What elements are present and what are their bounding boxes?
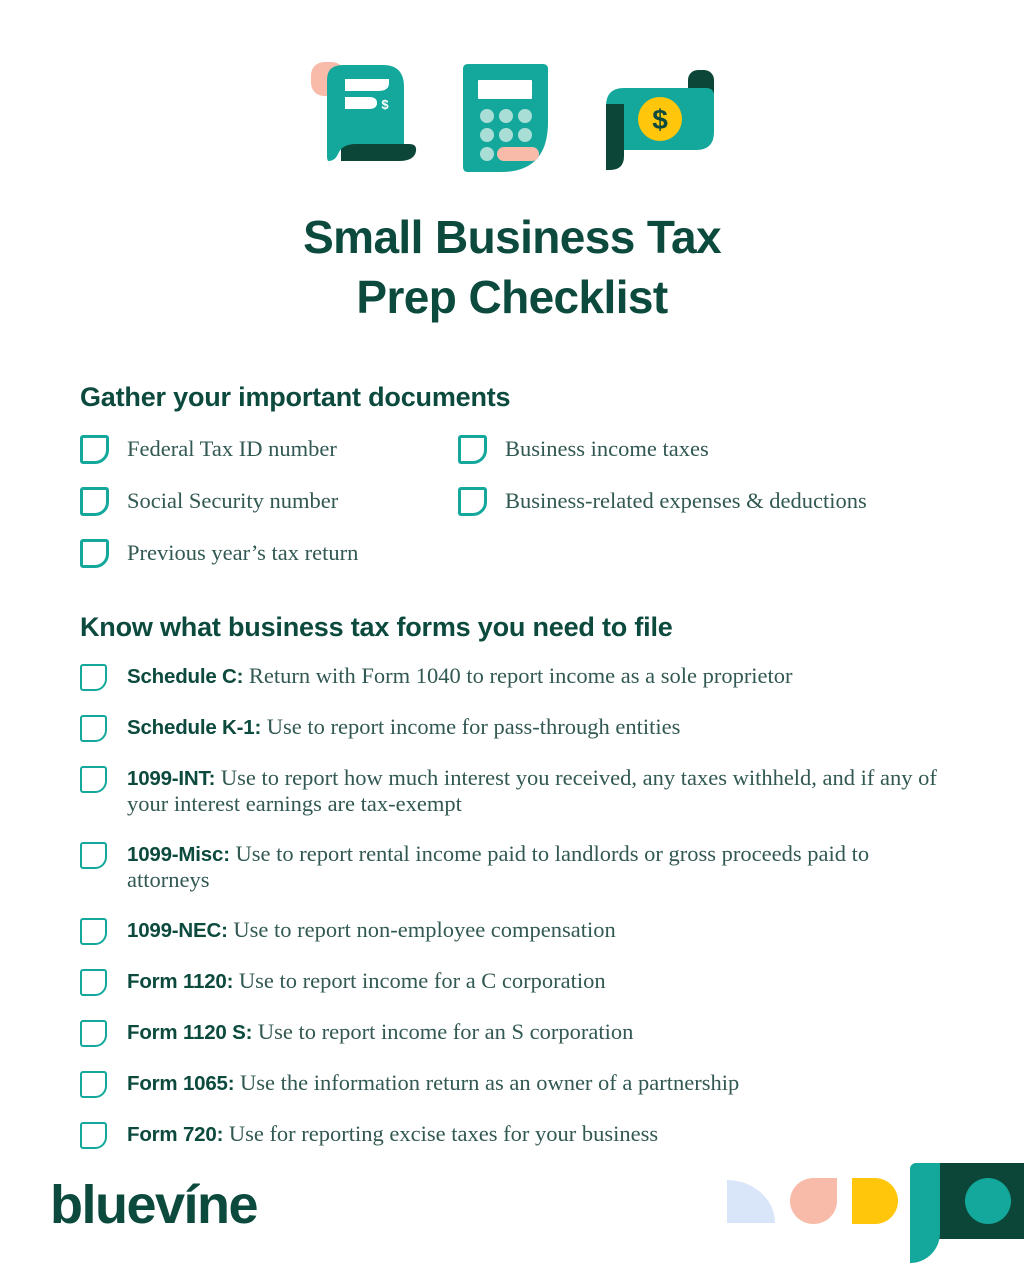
form-text (127, 917, 616, 944)
decorative-blob-pink (790, 1178, 837, 1224)
checkbox-federal-tax-id[interactable] (80, 435, 109, 464)
form-label: Schedule C : (127, 665, 243, 688)
form-text (127, 841, 944, 894)
list-item (80, 917, 944, 945)
list-item (458, 487, 867, 516)
forms-heading: Know what business tax forms you need to file (80, 611, 673, 642)
banknote-icon (594, 64, 714, 172)
checkbox-schedule-c[interactable] (80, 664, 107, 691)
calculator-icon (463, 64, 548, 172)
list-item (80, 765, 944, 818)
list-item (80, 1121, 944, 1149)
doc-label: Previous year’s tax return (127, 540, 359, 566)
list-item (80, 841, 944, 894)
checkbox-previous-year-return[interactable] (80, 539, 109, 568)
checkbox-1099-nec[interactable] (80, 918, 107, 945)
checkbox-business-income-taxes[interactable] (458, 435, 487, 464)
checkbox-schedule-k1[interactable] (80, 715, 107, 742)
form-description: Use to report how much interest you received, any taxes withheld, and if any of your interest earnings are tax-exempt (127, 764, 937, 817)
form-text (127, 1121, 658, 1148)
form-label: Form 1065 : (127, 1072, 234, 1095)
list-item (80, 968, 944, 996)
form-label: 1099-NEC : (127, 919, 228, 942)
page-title (0, 208, 1024, 328)
documents-grid (80, 435, 944, 568)
form-text (127, 1019, 633, 1046)
list-item (458, 435, 867, 464)
forms-section (80, 612, 944, 1149)
checkbox-1099-int[interactable] (80, 766, 107, 793)
header-icons (0, 0, 1024, 172)
page-title-line2: Prep Checklist (356, 270, 668, 323)
checkbox-form-1120[interactable] (80, 969, 107, 996)
form-description: Use to report income for an S corporation (257, 1018, 634, 1044)
list-item (80, 663, 944, 691)
checkbox-form-1065[interactable] (80, 1071, 107, 1098)
bluevine-logomark-icon (910, 1163, 1024, 1267)
form-label: 1099-INT : (127, 767, 215, 790)
checkbox-1099-misc[interactable] (80, 842, 107, 869)
form-text (127, 1070, 739, 1097)
form-text (127, 765, 944, 818)
form-description: Return with Form 1040 to report income as a sole proprietor (248, 662, 793, 688)
form-description: Use to report rental income paid to landlords or gross proceeds paid to attorneys (127, 840, 870, 893)
receipt-dollar-glyph: $ (380, 97, 389, 112)
list-item (80, 487, 458, 516)
form-text (127, 663, 793, 690)
list-item (80, 435, 458, 464)
form-description: Use to report income for pass-through entities (266, 713, 681, 739)
documents-section (80, 382, 944, 568)
doc-label: Social Security number (127, 488, 339, 514)
logomark-ribbon (910, 1163, 940, 1263)
decorative-quarter-circle-blue (727, 1180, 775, 1223)
form-text (127, 968, 606, 995)
form-description: Use the information return as an owner of a partnership (240, 1069, 740, 1095)
form-label: 1099-Misc : (127, 843, 230, 866)
doc-label: Business-related expenses & deductions (505, 488, 867, 514)
checkbox-form-1120s[interactable] (80, 1020, 107, 1047)
checkbox-business-expenses[interactable] (458, 487, 487, 516)
documents-heading: Gather your important documents (80, 381, 511, 412)
documents-column-left (80, 435, 458, 568)
form-description: Use for reporting excise taxes for your business (228, 1120, 659, 1146)
form-label: Form 1120 : (127, 970, 233, 993)
banknote-dollar-glyph: $ (651, 104, 668, 135)
checkbox-social-security[interactable] (80, 487, 109, 516)
form-label: Form 720 : (127, 1123, 223, 1146)
list-item (80, 714, 944, 742)
bluevine-logo: bluevíne (50, 1175, 258, 1235)
page-title-line1: Small Business Tax (303, 211, 721, 263)
doc-label: Business income taxes (505, 436, 709, 462)
documents-column-right (458, 435, 867, 568)
form-description: Use to report income for a C corporation (238, 967, 606, 993)
list-item (80, 1070, 944, 1098)
form-text (127, 714, 680, 741)
forms-list (80, 663, 944, 1149)
decorative-half-circle-yellow (852, 1178, 898, 1224)
list-item (80, 539, 458, 568)
list-item (80, 1019, 944, 1047)
logomark-coin (965, 1178, 1011, 1224)
receipt-icon (311, 58, 417, 172)
form-label: Form 1120 S : (127, 1021, 252, 1044)
form-description: Use to report non-employee compensation (233, 916, 616, 942)
doc-label: Federal Tax ID number (127, 436, 337, 462)
checkbox-form-720[interactable] (80, 1122, 107, 1149)
form-label: Schedule K-1 : (127, 716, 261, 739)
